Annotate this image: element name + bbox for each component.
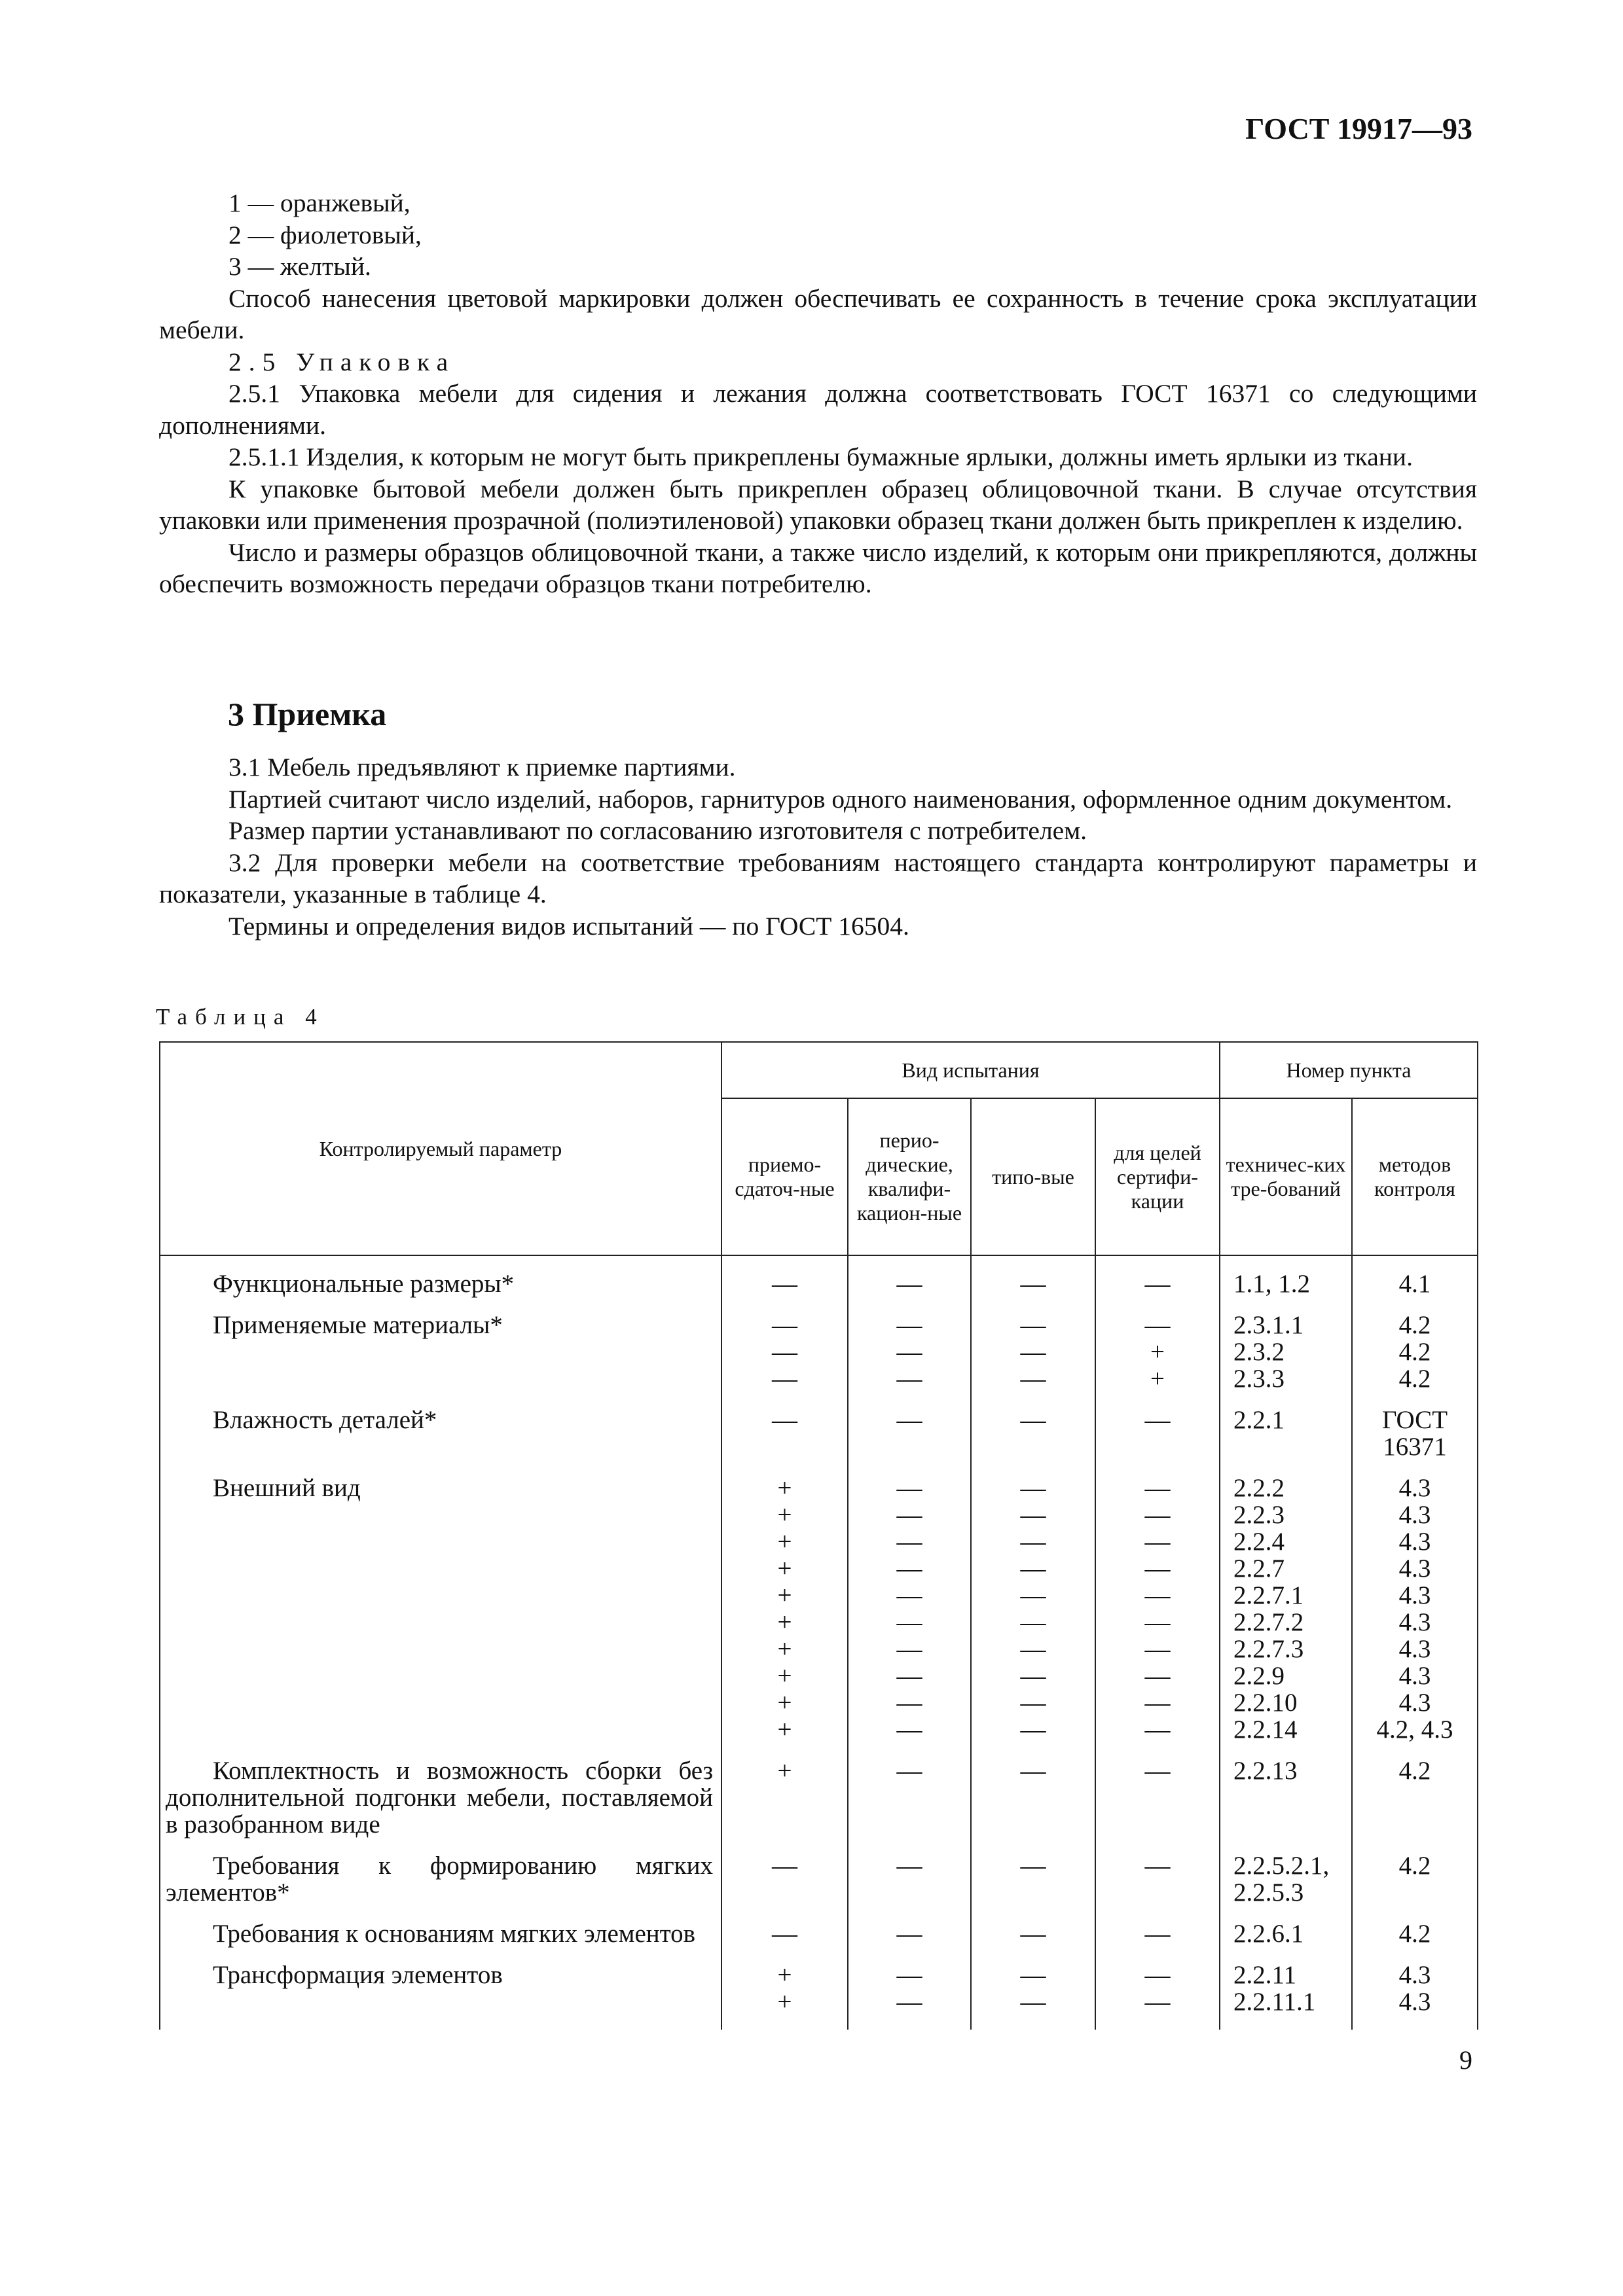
tech-clause-cell: 2.2.4 bbox=[1220, 1528, 1352, 1555]
acceptance-cell: + bbox=[721, 1609, 848, 1636]
tech-clause-cell: 2.3.2 bbox=[1220, 1338, 1352, 1365]
type-cell: — bbox=[971, 1338, 1095, 1365]
acceptance-cell: — bbox=[721, 1270, 848, 1297]
param-cell bbox=[160, 1662, 721, 1689]
table-body bbox=[160, 1255, 1478, 2030]
acceptance-cell: + bbox=[721, 1662, 848, 1689]
certification-cell: — bbox=[1095, 1312, 1220, 1338]
paragraph: К упаковке бытовой мебели должен быть прикреплен образец облицовочной ткани. В случае отсутствия упаковки или применения прозрачной (полиэтиленовой) упаковки образец ткани должен быть прикреплен к изделию. bbox=[159, 474, 1477, 535]
certification-cell: — bbox=[1095, 1716, 1220, 1743]
tech-clause-cell: 2.2.7.1 bbox=[1220, 1582, 1352, 1609]
acceptance-cell: + bbox=[721, 1528, 848, 1555]
param-cell bbox=[160, 1555, 721, 1582]
tech-clause-cell: 1.1, 1.2 bbox=[1220, 1270, 1352, 1297]
column-header-certification: для целей сертифи-кации bbox=[1095, 1098, 1220, 1255]
tech-clause-cell: 2.2.7.3 bbox=[1220, 1636, 1352, 1662]
method-clause-cell: 4.3 bbox=[1352, 1475, 1478, 1501]
tech-clause-cell: 2.2.7 bbox=[1220, 1555, 1352, 1582]
paragraph: Размер партии устанавливают по согласованию изготовителя с потребителем. bbox=[228, 816, 1087, 845]
table-row bbox=[160, 1662, 1478, 1689]
periodic-cell: — bbox=[848, 1501, 971, 1528]
type-cell: — bbox=[971, 1582, 1095, 1609]
param-cell bbox=[160, 1609, 721, 1636]
table-row bbox=[160, 1716, 1478, 1743]
type-cell: — bbox=[971, 1528, 1095, 1555]
column-header-clause: Номер пункта bbox=[1220, 1042, 1478, 1098]
tech-clause-cell: 2.2.3 bbox=[1220, 1501, 1352, 1528]
paragraph: 2.5.1.1 Изделия, к которым не могут быть прикреплены бумажные ярлыки, должны иметь ярлыки из ткани. bbox=[228, 442, 1413, 471]
type-cell: — bbox=[971, 1609, 1095, 1636]
method-clause-cell: 4.3 bbox=[1352, 1689, 1478, 1716]
table-row bbox=[160, 1920, 1478, 1947]
section-text bbox=[159, 751, 1477, 942]
certification-cell: — bbox=[1095, 1407, 1220, 1460]
column-header-type: типо-вые bbox=[971, 1098, 1095, 1255]
type-cell: — bbox=[971, 1365, 1095, 1392]
type-cell: — bbox=[971, 1988, 1095, 2015]
certification-cell: — bbox=[1095, 1270, 1220, 1297]
periodic-cell: — bbox=[848, 1312, 971, 1338]
param-cell bbox=[160, 1407, 721, 1460]
periodic-cell: — bbox=[848, 1852, 971, 1906]
type-cell: — bbox=[971, 1270, 1095, 1297]
certification-cell: — bbox=[1095, 1501, 1220, 1528]
table-row bbox=[160, 1636, 1478, 1662]
acceptance-cell: — bbox=[721, 1312, 848, 1338]
table-row bbox=[160, 1407, 1478, 1460]
row-spacer bbox=[160, 2015, 1478, 2030]
certification-cell: — bbox=[1095, 1852, 1220, 1906]
acceptance-cell: + bbox=[721, 1636, 848, 1662]
certification-cell: — bbox=[1095, 1555, 1220, 1582]
top-text bbox=[159, 187, 1477, 600]
table-row bbox=[160, 1555, 1478, 1582]
row-spacer bbox=[160, 1743, 1478, 1757]
param-cell bbox=[160, 1365, 721, 1392]
tech-clause-cell: 2.2.2 bbox=[1220, 1475, 1352, 1501]
acceptance-cell: + bbox=[721, 1501, 848, 1528]
param-cell bbox=[160, 1270, 721, 1297]
row-spacer bbox=[160, 1947, 1478, 1962]
periodic-cell: — bbox=[848, 1365, 971, 1392]
acceptance-cell: + bbox=[721, 1716, 848, 1743]
table-row bbox=[160, 1270, 1478, 1297]
table-row bbox=[160, 1365, 1478, 1392]
param-text: Влажность деталей* bbox=[213, 1406, 437, 1434]
method-clause-cell: ГОСТ 16371 bbox=[1352, 1407, 1478, 1460]
table-row bbox=[160, 1528, 1478, 1555]
certification-cell: + bbox=[1095, 1338, 1220, 1365]
table-row bbox=[160, 1338, 1478, 1365]
certification-cell: — bbox=[1095, 1962, 1220, 1988]
param-cell bbox=[160, 1475, 721, 1501]
paragraph: 3.1 Мебель предъявляют к приемке партиями. bbox=[228, 753, 736, 781]
tech-clause-cell: 2.2.1 bbox=[1220, 1407, 1352, 1460]
table-row bbox=[160, 1312, 1478, 1338]
periodic-cell: — bbox=[848, 1555, 971, 1582]
type-cell: — bbox=[971, 1636, 1095, 1662]
paragraph: 2 — фиолетовый, bbox=[228, 220, 422, 249]
tech-clause-cell: 2.2.5.2.1, 2.2.5.3 bbox=[1220, 1852, 1352, 1906]
param-cell bbox=[160, 1582, 721, 1609]
type-cell: — bbox=[971, 1962, 1095, 1988]
method-clause-cell: 4.3 bbox=[1352, 1555, 1478, 1582]
param-cell bbox=[160, 1338, 721, 1365]
param-cell bbox=[160, 1757, 721, 1838]
type-cell: — bbox=[971, 1475, 1095, 1501]
param-text: Комплектность и возможность сборки без дополнительной подгонки мебели, поставляемой в разобранном виде bbox=[166, 1757, 713, 1839]
certification-cell: + bbox=[1095, 1365, 1220, 1392]
periodic-cell: — bbox=[848, 1270, 971, 1297]
periodic-cell: — bbox=[848, 1757, 971, 1838]
row-spacer bbox=[160, 1392, 1478, 1407]
table-row bbox=[160, 1609, 1478, 1636]
tech-clause-cell: 2.3.3 bbox=[1220, 1365, 1352, 1392]
type-cell: — bbox=[971, 1555, 1095, 1582]
periodic-cell: — bbox=[848, 1528, 971, 1555]
method-clause-cell: 4.1 bbox=[1352, 1270, 1478, 1297]
paragraph: 3 — желтый. bbox=[228, 252, 371, 281]
tech-clause-cell: 2.2.9 bbox=[1220, 1662, 1352, 1689]
periodic-cell: — bbox=[848, 1609, 971, 1636]
param-cell bbox=[160, 1312, 721, 1338]
param-cell bbox=[160, 1716, 721, 1743]
acceptance-cell: + bbox=[721, 1555, 848, 1582]
method-clause-cell: 4.2 bbox=[1352, 1312, 1478, 1338]
row-spacer bbox=[160, 1906, 1478, 1920]
periodic-cell: — bbox=[848, 1920, 971, 1947]
page-number: 9 bbox=[1459, 2045, 1472, 2075]
method-clause-cell: 4.2 bbox=[1352, 1338, 1478, 1365]
table-row bbox=[160, 1582, 1478, 1609]
param-cell bbox=[160, 1920, 721, 1947]
periodic-cell: — bbox=[848, 1662, 971, 1689]
type-cell: — bbox=[971, 1689, 1095, 1716]
method-clause-cell: 4.3 bbox=[1352, 1609, 1478, 1636]
param-cell bbox=[160, 1528, 721, 1555]
certification-cell: — bbox=[1095, 1662, 1220, 1689]
certification-cell: — bbox=[1095, 1609, 1220, 1636]
tech-clause-cell: 2.2.11.1 bbox=[1220, 1988, 1352, 2015]
param-text: Требования к основаниям мягких элементов bbox=[213, 1920, 696, 1948]
column-header-acceptance: приемо-сдаточ-ные bbox=[721, 1098, 848, 1255]
table-row bbox=[160, 1757, 1478, 1838]
method-clause-cell: 4.2 bbox=[1352, 1852, 1478, 1906]
param-cell bbox=[160, 1988, 721, 2015]
acceptance-cell: — bbox=[721, 1365, 848, 1392]
param-cell bbox=[160, 1852, 721, 1906]
periodic-cell: — bbox=[848, 1475, 971, 1501]
tech-clause-cell: 2.3.1.1 bbox=[1220, 1312, 1352, 1338]
periodic-cell: — bbox=[848, 1338, 971, 1365]
acceptance-cell: — bbox=[721, 1338, 848, 1365]
method-clause-cell: 4.2, 4.3 bbox=[1352, 1716, 1478, 1743]
row-spacer bbox=[160, 1838, 1478, 1852]
column-header-tech-req: техничес-ких тре-бований bbox=[1220, 1098, 1352, 1255]
periodic-cell: — bbox=[848, 1962, 971, 1988]
acceptance-cell: — bbox=[721, 1852, 848, 1906]
param-cell bbox=[160, 1501, 721, 1528]
column-header-param: Контролируемый параметр bbox=[160, 1042, 721, 1255]
param-text: Требования к формированию мягких элементов* bbox=[166, 1852, 713, 1907]
row-spacer bbox=[160, 1460, 1478, 1475]
type-cell: — bbox=[971, 1312, 1095, 1338]
param-cell bbox=[160, 1636, 721, 1662]
type-cell: — bbox=[971, 1757, 1095, 1838]
type-cell: — bbox=[971, 1852, 1095, 1906]
acceptance-cell: + bbox=[721, 1689, 848, 1716]
method-clause-cell: 4.3 bbox=[1352, 1988, 1478, 2015]
type-cell: — bbox=[971, 1407, 1095, 1460]
section-title: 3 Приемка bbox=[228, 696, 387, 732]
document-header: ГОСТ 19917—93 bbox=[1245, 112, 1472, 145]
param-text: Применяемые материалы* bbox=[213, 1311, 503, 1339]
method-clause-cell: 4.2 bbox=[1352, 1920, 1478, 1947]
periodic-cell: — bbox=[848, 1407, 971, 1460]
periodic-cell: — bbox=[848, 1988, 971, 2015]
type-cell: — bbox=[971, 1920, 1095, 1947]
subsection-heading: 2.5 Упаковка bbox=[228, 347, 456, 376]
method-clause-cell: 4.3 bbox=[1352, 1962, 1478, 1988]
acceptance-cell: + bbox=[721, 1475, 848, 1501]
paragraph: Термины и определения видов испытаний — по ГОСТ 16504. bbox=[228, 911, 909, 941]
acceptance-cell: — bbox=[721, 1920, 848, 1947]
paragraph: 1 — оранжевый, bbox=[228, 188, 410, 217]
column-header-test-type: Вид испытания bbox=[721, 1042, 1220, 1098]
table-caption: Таблица 4 bbox=[156, 1004, 325, 1030]
table-4 bbox=[159, 1041, 1478, 2030]
acceptance-cell: + bbox=[721, 1757, 848, 1838]
certification-cell: — bbox=[1095, 1475, 1220, 1501]
table-row bbox=[160, 1962, 1478, 1988]
periodic-cell: — bbox=[848, 1636, 971, 1662]
method-clause-cell: 4.2 bbox=[1352, 1365, 1478, 1392]
method-clause-cell: 4.3 bbox=[1352, 1501, 1478, 1528]
type-cell: — bbox=[971, 1716, 1095, 1743]
column-header-periodic: перио-дические, квалифи-кацион-ные bbox=[848, 1098, 971, 1255]
type-cell: — bbox=[971, 1662, 1095, 1689]
paragraph: Число и размеры образцов облицовочной ткани, а также число изделий, к которым они прикрепляются, должны обеспечить возможность передачи образцов ткани потребителю. bbox=[159, 537, 1477, 598]
certification-cell: — bbox=[1095, 1636, 1220, 1662]
tech-clause-cell: 2.2.14 bbox=[1220, 1716, 1352, 1743]
certification-cell: — bbox=[1095, 1757, 1220, 1838]
column-header-methods: методов контроля bbox=[1352, 1098, 1478, 1255]
periodic-cell: — bbox=[848, 1716, 971, 1743]
tech-clause-cell: 2.2.13 bbox=[1220, 1757, 1352, 1838]
method-clause-cell: 4.3 bbox=[1352, 1662, 1478, 1689]
param-text: Трансформация элементов bbox=[213, 1961, 503, 1989]
method-clause-cell: 4.3 bbox=[1352, 1582, 1478, 1609]
acceptance-cell: — bbox=[721, 1407, 848, 1460]
certification-cell: — bbox=[1095, 1988, 1220, 2015]
paragraph: 2.5.1 Упаковка мебели для сидения и лежания должна соответствовать ГОСТ 16371 со следующими дополнениями. bbox=[159, 379, 1477, 440]
paragraph: Партией считают число изделий, наборов, гарнитуров одного наименования, оформленное одним документом. bbox=[228, 784, 1453, 814]
method-clause-cell: 4.3 bbox=[1352, 1528, 1478, 1555]
param-cell bbox=[160, 1962, 721, 1988]
param-text: Функциональные размеры* bbox=[213, 1270, 515, 1298]
certification-cell: — bbox=[1095, 1689, 1220, 1716]
type-cell: — bbox=[971, 1501, 1095, 1528]
periodic-cell: — bbox=[848, 1582, 971, 1609]
table-row bbox=[160, 1501, 1478, 1528]
row-spacer bbox=[160, 1297, 1478, 1312]
tech-clause-cell: 2.2.6.1 bbox=[1220, 1920, 1352, 1947]
acceptance-cell: + bbox=[721, 1582, 848, 1609]
certification-cell: — bbox=[1095, 1920, 1220, 1947]
acceptance-cell: + bbox=[721, 1988, 848, 2015]
tech-clause-cell: 2.2.7.2 bbox=[1220, 1609, 1352, 1636]
table-row bbox=[160, 1475, 1478, 1501]
acceptance-cell: + bbox=[721, 1962, 848, 1988]
paragraph: Способ нанесения цветовой маркировки должен обеспечивать ее сохранность в течение срока эксплуатации мебели. bbox=[159, 283, 1477, 344]
certification-cell: — bbox=[1095, 1528, 1220, 1555]
param-cell bbox=[160, 1689, 721, 1716]
table-row bbox=[160, 1988, 1478, 2015]
tech-clause-cell: 2.2.11 bbox=[1220, 1962, 1352, 1988]
method-clause-cell: 4.3 bbox=[1352, 1636, 1478, 1662]
method-clause-cell: 4.2 bbox=[1352, 1757, 1478, 1838]
param-text: Внешний вид bbox=[213, 1474, 361, 1502]
certification-cell: — bbox=[1095, 1582, 1220, 1609]
periodic-cell: — bbox=[848, 1689, 971, 1716]
paragraph: 3.2 Для проверки мебели на соответствие требованиям настоящего стандарта контролируют параметры и показатели, указанные в таблице 4. bbox=[159, 848, 1477, 908]
table-row bbox=[160, 1689, 1478, 1716]
tech-clause-cell: 2.2.10 bbox=[1220, 1689, 1352, 1716]
table-row bbox=[160, 1852, 1478, 1906]
